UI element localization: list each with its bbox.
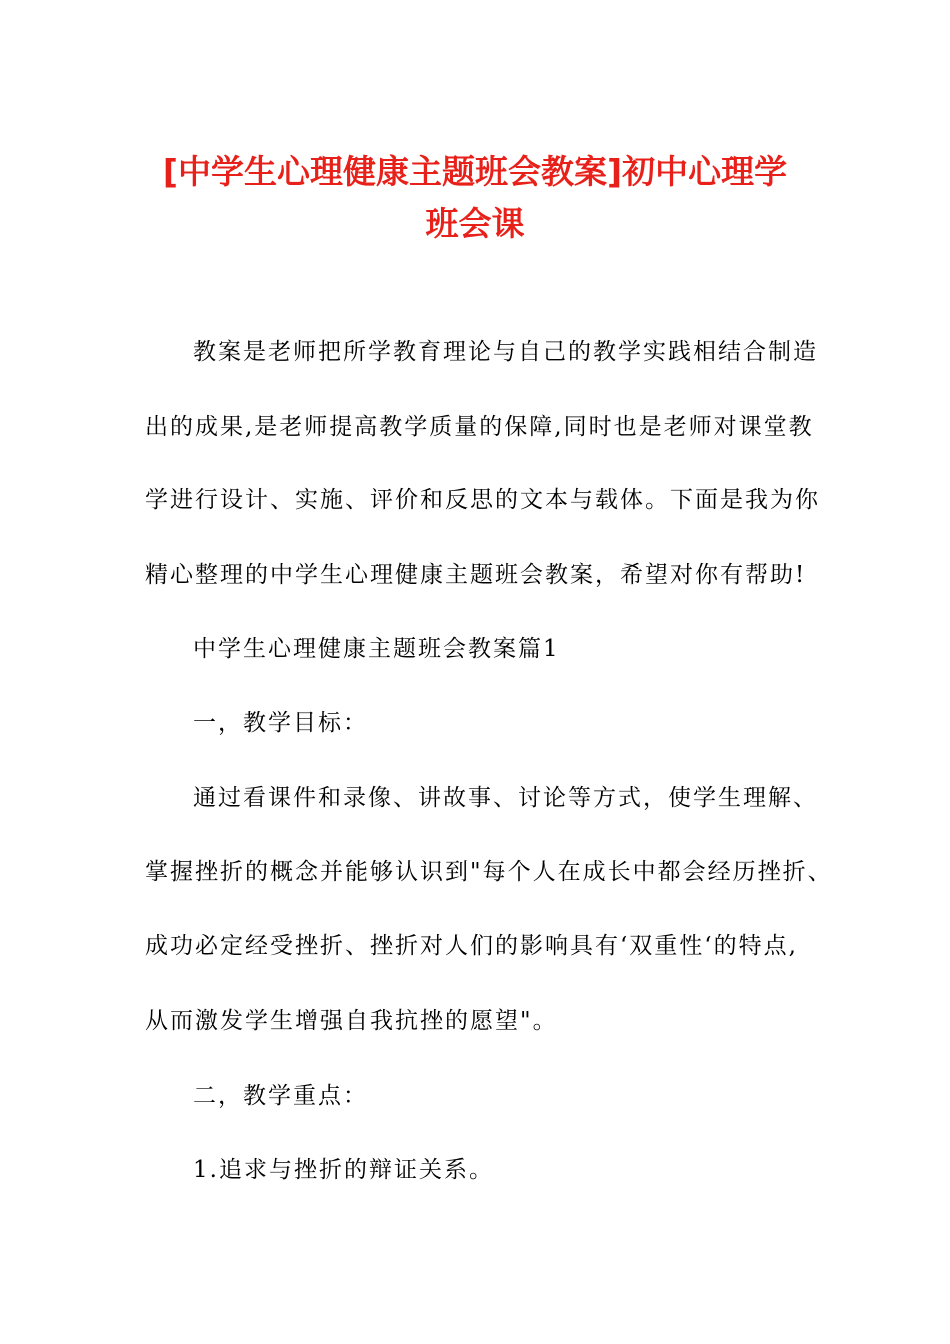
paragraph-line: 掌握挫折的概念并能够认识到"每个人在成长中都会经历挫折、 — [145, 859, 833, 885]
title-line-2: 班会课 — [425, 204, 525, 243]
title-line-1: [中学生心理健康主题班会教案]初中心理学 — [162, 152, 788, 191]
list-item: 1.追求与挫折的辩证关系。 — [193, 1157, 494, 1183]
subheading-teaching-focus: 二，教学重点： — [193, 1083, 368, 1109]
document-title — [120, 146, 830, 250]
paragraph-line: 通过看课件和录像、讲故事、讨论等方式，使学生理解、 — [193, 785, 818, 811]
paragraph-line: 出的成果,是老师提高教学质量的保障,同时也是老师对课堂教 — [145, 414, 814, 440]
paragraph-line: 精心整理的中学生心理健康主题班会教案，希望对你有帮助! — [145, 562, 807, 588]
subheading-teaching-goals: 一，教学目标： — [193, 710, 368, 736]
paragraph-line: 成功必定经受挫折、挫折对人们的影响具有‘双重性‘的特点, — [145, 933, 798, 959]
paragraph-line: 从而激发学生增强自我抗挫的愿望"。 — [145, 1008, 558, 1034]
paragraph-line: 教案是老师把所学教育理论与自己的教学实践相结合制造 — [193, 339, 818, 365]
paragraph-line: 学进行设计、实施、评价和反思的文本与载体。下面是我为你 — [145, 487, 820, 513]
section-heading: 中学生心理健康主题班会教案篇1 — [193, 636, 560, 662]
